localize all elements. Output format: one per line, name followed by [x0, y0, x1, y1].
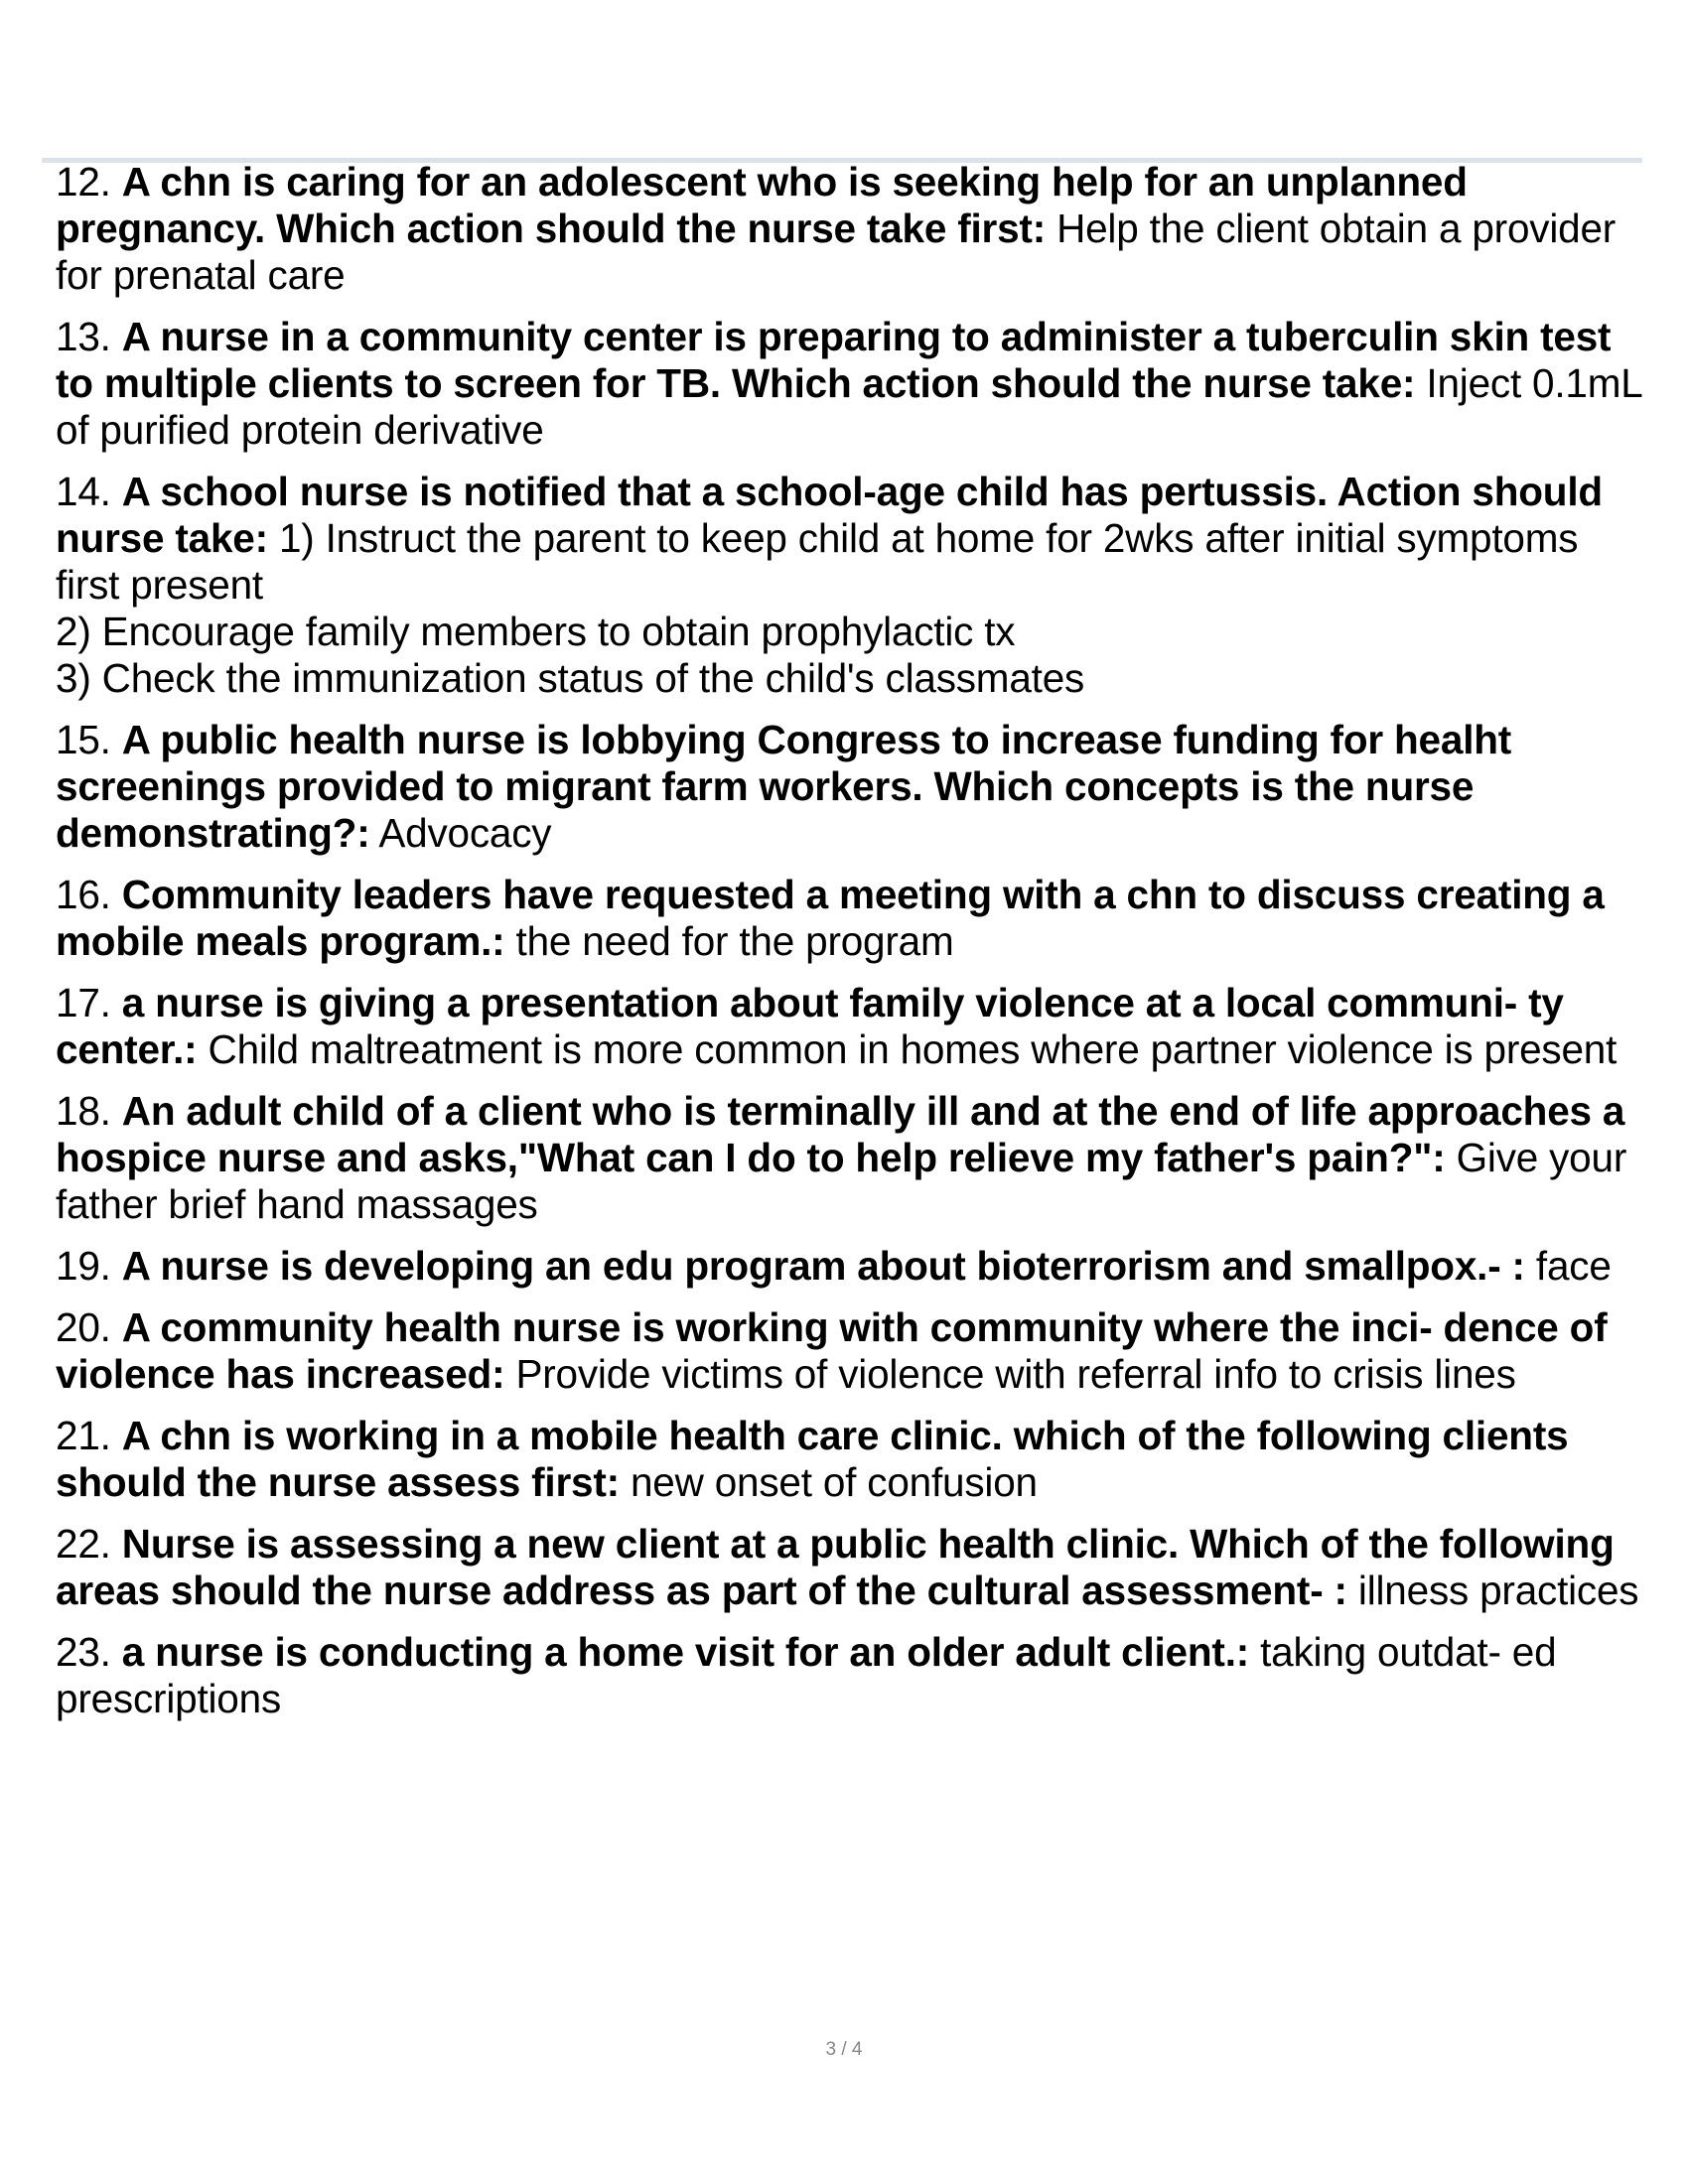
- item-question: Community leaders have requested a meeting with a chn to discuss creating a mobile meals program.:: [56, 872, 1605, 964]
- item-answer-line: 2) Encourage family members to obtain prophylactic tx: [56, 609, 1016, 654]
- item-answer: 1) Instruct the parent to keep child at home for 2wks after initial symptoms first present: [56, 515, 1579, 608]
- list-item: [56, 1413, 1644, 1506]
- item-question: A nurse is developing an edu program about bioterrorism and smallpox.- :: [121, 1243, 1525, 1289]
- item-number: 16.: [56, 872, 111, 917]
- item-question: a nurse is conducting a home visit for an older adult client.:: [121, 1629, 1250, 1675]
- item-number: 13.: [56, 314, 111, 359]
- item-number: 14.: [56, 469, 111, 514]
- item-answer: illness practices: [1357, 1568, 1639, 1613]
- item-answer: Provide victims of violence with referral info to crisis lines: [515, 1351, 1516, 1397]
- item-number: 20.: [56, 1304, 111, 1350]
- item-answer-line: 3) Check the immunization status of the child's classmates: [56, 655, 1085, 701]
- item-answer: face: [1535, 1243, 1612, 1289]
- item-answer: Help the client obtain a provider for prenatal care: [56, 205, 1617, 298]
- item-answer: Inject 0.1mL of purified protein derivative: [56, 360, 1642, 453]
- item-answer: Child maltreatment is more common in homes where partner violence is present: [208, 1026, 1618, 1072]
- item-question: A public health nurse is lobbying Congress to increase funding for healht screenings provided to migrant farm workers. Which concepts is the nurse demonstrating?:: [56, 717, 1512, 856]
- item-question: Nurse is assessing a new client at a public health clinic. Which of the following areas should the nurse address as part of the cultural assessment- :: [56, 1521, 1615, 1613]
- item-number: 19.: [56, 1243, 111, 1289]
- list-item: [56, 1521, 1644, 1614]
- item-number: 21.: [56, 1413, 111, 1458]
- list-item: [56, 469, 1644, 702]
- item-answer: Give your father brief hand massages: [56, 1135, 1627, 1227]
- item-question: A school nurse is notified that a school-age child has pertussis. Action should nurse take:: [56, 469, 1603, 561]
- flashcard-list: [56, 159, 1644, 1737]
- list-item: [56, 314, 1644, 454]
- item-question: A community health nurse is working with community where the inci- dence of violence has increased:: [56, 1304, 1608, 1397]
- list-item: [56, 717, 1644, 857]
- page-number: 3 / 4: [825, 2039, 863, 2060]
- item-question: a nurse is giving a presentation about family violence at a local communi- ty center.:: [56, 980, 1564, 1072]
- item-question: An adult child of a client who is terminally ill and at the end of life approaches a hospice nurse and asks,"What can I do to help relieve my father's pain?":: [56, 1088, 1625, 1180]
- item-number: 18.: [56, 1088, 111, 1134]
- item-question: A chn is caring for an adolescent who is seeking help for an unplanned pregnancy. Which action should the nurse take first:: [56, 159, 1468, 251]
- item-question: A chn is working in a mobile health care clinic. which of the following clients should the nurse assess first:: [56, 1413, 1569, 1505]
- list-item: [56, 1243, 1644, 1290]
- item-answer: the need for the program: [515, 918, 954, 964]
- item-answer: Advocacy: [378, 810, 552, 856]
- list-item: [56, 1629, 1644, 1722]
- item-number: 22.: [56, 1521, 111, 1567]
- list-item: [56, 872, 1644, 965]
- list-item: [56, 980, 1644, 1073]
- list-item: [56, 1304, 1644, 1398]
- item-number: 12.: [56, 159, 111, 205]
- list-item: [56, 159, 1644, 299]
- item-number: 17.: [56, 980, 111, 1025]
- item-number: 23.: [56, 1629, 111, 1675]
- item-answer: taking outdat- ed prescriptions: [56, 1629, 1557, 1721]
- item-number: 15.: [56, 717, 111, 762]
- item-question: A nurse in a community center is preparing to administer a tuberculin skin test to multiple clients to screen for TB. Which action should the nurse take:: [56, 314, 1612, 406]
- item-answer: new onset of confusion: [630, 1459, 1038, 1505]
- list-item: [56, 1088, 1644, 1228]
